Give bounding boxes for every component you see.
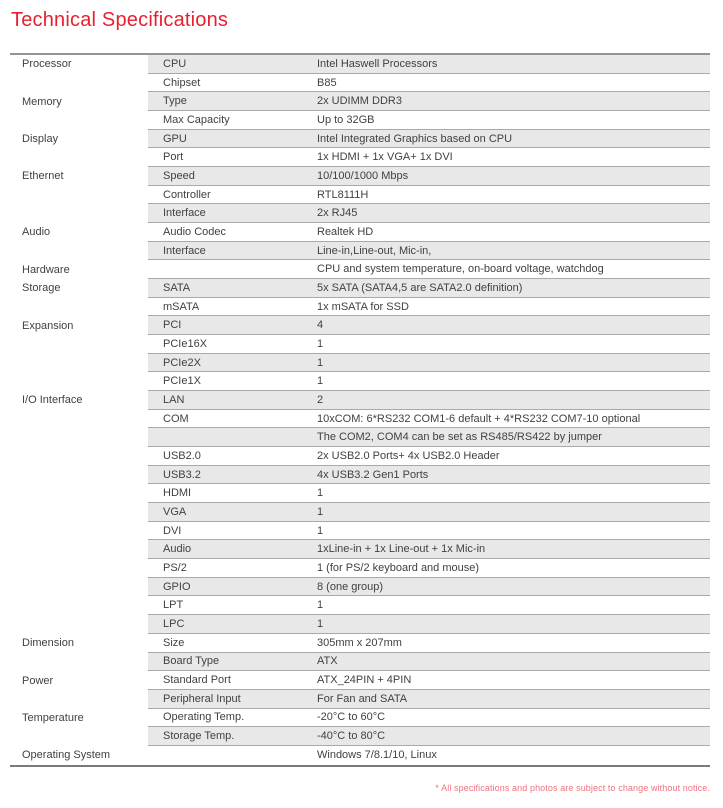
- table-row: [10, 428, 710, 447]
- row-content: [148, 354, 710, 373]
- table-row: [10, 653, 710, 672]
- table-row: [10, 503, 710, 522]
- row-content: [148, 410, 710, 429]
- category-cell: [10, 615, 148, 634]
- category-cell: Dimension: [10, 634, 148, 653]
- row-content: [148, 596, 710, 615]
- spec-value-cell: 1: [317, 487, 324, 500]
- spec-label-cell: Audio: [163, 543, 192, 556]
- category-cell: [10, 410, 148, 429]
- table-row: [10, 559, 710, 578]
- spec-value-cell: 2x USB2.0 Ports+ 4x USB2.0 Header: [317, 449, 500, 462]
- spec-label-cell: PCIe2X: [163, 356, 201, 369]
- spec-label-cell: Interface: [163, 244, 206, 257]
- category-cell: [10, 727, 148, 746]
- spec-value-cell: 4x USB3.2 Gen1 Ports: [317, 468, 429, 481]
- table-row: [10, 316, 710, 335]
- spec-value-cell: 1: [317, 337, 324, 350]
- row-content: [148, 223, 710, 242]
- row-content: [148, 111, 710, 130]
- row-content: [148, 130, 710, 149]
- table-row: [10, 186, 710, 205]
- category-cell: [10, 690, 148, 709]
- spec-value-cell: B85: [317, 76, 337, 89]
- category-cell: Audio: [10, 223, 148, 242]
- row-content: [148, 653, 710, 672]
- table-row: [10, 74, 710, 93]
- spec-label-cell: Audio Codec: [163, 225, 226, 238]
- spec-value-cell: Windows 7/8.1/10, Linux: [317, 749, 437, 762]
- row-content: [148, 709, 710, 728]
- table-row: [10, 130, 710, 149]
- row-content: [148, 447, 710, 466]
- category-cell: [10, 503, 148, 522]
- spec-label-cell: Max Capacity: [163, 113, 230, 126]
- spec-value-cell: Up to 32GB: [317, 113, 375, 126]
- row-content: [148, 167, 710, 186]
- category-cell: [10, 447, 148, 466]
- spec-value-cell: 1: [317, 356, 324, 369]
- category-cell: [10, 428, 148, 447]
- spec-label-cell: VGA: [163, 505, 187, 518]
- table-row: [10, 578, 710, 597]
- spec-label-cell: Interface: [163, 207, 206, 220]
- row-content: [148, 615, 710, 634]
- category-cell: [10, 578, 148, 597]
- table-row: [10, 447, 710, 466]
- table-row: [10, 391, 710, 410]
- row-content: [148, 540, 710, 559]
- table-row: [10, 727, 710, 746]
- table-row: [10, 354, 710, 373]
- spec-value-cell: 5x SATA (SATA4,5 are SATA2.0 definition): [317, 281, 523, 294]
- row-content: [148, 186, 710, 205]
- spec-value-cell: Line-in,Line-out, Mic-in,: [317, 244, 432, 257]
- spec-value-cell: 10/100/1000 Mbps: [317, 169, 409, 182]
- spec-value-cell: ATX_24PIN + 4PIN: [317, 674, 412, 686]
- table-row: [10, 223, 710, 242]
- spec-label-cell: Port: [163, 151, 184, 164]
- spec-value-cell: 2x UDIMM DDR3: [317, 95, 402, 108]
- table-row: [10, 279, 710, 298]
- category-cell: Power: [10, 671, 148, 690]
- table-row: [10, 410, 710, 429]
- spec-value-cell: 1: [317, 599, 324, 612]
- row-content: [148, 746, 710, 765]
- table-row: [10, 111, 710, 130]
- row-content: [148, 335, 710, 354]
- row-content: [148, 671, 710, 690]
- spec-label-cell: Standard Port: [163, 674, 231, 686]
- spec-value-cell: 1: [317, 505, 324, 518]
- table-row: [10, 709, 710, 728]
- category-cell: Hardware: [10, 260, 148, 279]
- spec-value-cell: The COM2, COM4 can be set as RS485/RS422 by jumper: [317, 431, 602, 444]
- category-cell: [10, 653, 148, 672]
- category-cell: [10, 540, 148, 559]
- spec-label-cell: SATA: [163, 281, 191, 294]
- row-content: [148, 279, 710, 298]
- row-content: [148, 391, 710, 410]
- row-content: [148, 242, 710, 261]
- spec-label-cell: PS/2: [163, 561, 187, 574]
- row-content: [148, 578, 710, 597]
- category-cell: [10, 298, 148, 317]
- spec-label-cell: LAN: [163, 393, 185, 406]
- category-cell: Temperature: [10, 709, 148, 728]
- spec-value-cell: 10xCOM: 6*RS232 COM1-6 default + 4*RS232 COM7-10 optional: [317, 412, 641, 425]
- category-cell: [10, 466, 148, 485]
- spec-label-cell: mSATA: [163, 300, 200, 313]
- table-row: [10, 55, 710, 74]
- row-content: [148, 74, 710, 93]
- category-cell: [10, 74, 148, 93]
- spec-label-cell: LPT: [163, 599, 184, 612]
- row-content: [148, 316, 710, 335]
- spec-value-cell: 1xLine-in + 1x Line-out + 1x Mic-in: [317, 543, 486, 556]
- table-row: [10, 335, 710, 354]
- spec-value-cell: 2: [317, 393, 324, 406]
- spec-label-cell: PCIe16X: [163, 337, 208, 350]
- spec-label-cell: GPIO: [163, 580, 191, 593]
- spec-label-cell: USB2.0: [163, 449, 201, 462]
- spec-value-cell: 305mm x 207mm: [317, 636, 402, 649]
- page-title: Technical Specifications: [11, 9, 229, 31]
- table-row: [10, 372, 710, 391]
- category-cell: Ethernet: [10, 167, 148, 186]
- spec-label-cell: Peripheral Input: [163, 692, 241, 705]
- category-cell: [10, 522, 148, 541]
- spec-label-cell: Speed: [163, 169, 195, 182]
- spec-label-cell: Operating Temp.: [163, 711, 245, 724]
- spec-label-cell: Controller: [163, 188, 211, 201]
- spec-label-cell: PCI: [163, 319, 182, 332]
- table-row: [10, 746, 710, 765]
- row-content: [148, 372, 710, 391]
- table-row: [10, 167, 710, 186]
- spec-label-cell: GPU: [163, 132, 187, 145]
- table-row: [10, 204, 710, 223]
- row-content: [148, 559, 710, 578]
- spec-label-cell: LPC: [163, 617, 185, 630]
- spec-value-cell: 1x mSATA for SSD: [317, 300, 409, 313]
- row-content: [148, 690, 710, 709]
- category-cell: [10, 372, 148, 391]
- row-content: [148, 484, 710, 503]
- table-row: [10, 522, 710, 541]
- category-cell: [10, 186, 148, 205]
- category-cell: [10, 204, 148, 223]
- spec-value-cell: Intel Integrated Graphics based on CPU: [317, 132, 513, 145]
- spec-label-cell: Chipset: [163, 76, 201, 89]
- spec-value-cell: CPU and system temperature, on-board voltage, watchdog: [317, 263, 604, 276]
- spec-value-cell: -40°C to 80°C: [317, 730, 386, 743]
- row-content: [148, 55, 710, 74]
- category-cell: [10, 111, 148, 130]
- category-cell: [10, 335, 148, 354]
- footnote: * All specifications and photos are subject to change without notice.: [435, 782, 710, 793]
- category-cell: [10, 242, 148, 261]
- table-row: [10, 615, 710, 634]
- category-cell: Operating System: [10, 746, 148, 765]
- spec-label-cell: Size: [163, 636, 185, 649]
- category-cell: [10, 559, 148, 578]
- spec-value-cell: Intel Haswell Processors: [317, 57, 438, 70]
- spec-value-cell: Realtek HD: [317, 225, 374, 238]
- category-cell: Display: [10, 130, 148, 149]
- spec-value-cell: 1: [317, 375, 324, 388]
- spec-label-cell: Board Type: [163, 655, 220, 668]
- table-row: [10, 260, 710, 279]
- spec-value-cell: 1: [317, 617, 324, 630]
- spec-value-cell: -20°C to 60°C: [317, 711, 386, 724]
- category-cell: Memory: [10, 92, 148, 111]
- row-content: [148, 727, 710, 746]
- row-content: [148, 522, 710, 541]
- spec-value-cell: 8 (one group): [317, 580, 384, 593]
- spec-label-cell: PCIe1X: [163, 375, 201, 388]
- category-cell: Expansion: [10, 316, 148, 335]
- row-content: [148, 204, 710, 223]
- spec-value-cell: RTL8111H: [317, 188, 369, 201]
- spec-label-cell: HDMI: [163, 487, 192, 500]
- spec-label-cell: Storage Temp.: [163, 730, 235, 743]
- spec-table: [10, 53, 710, 767]
- spec-value-cell: ATX: [317, 655, 338, 668]
- table-row: [10, 540, 710, 559]
- row-content: [148, 634, 710, 653]
- row-content: [148, 428, 710, 447]
- spec-label-cell: USB3.2: [163, 468, 201, 481]
- spec-label-cell: CPU: [163, 57, 187, 70]
- row-content: [148, 148, 710, 167]
- table-row: [10, 671, 710, 690]
- spec-value-cell: 1: [317, 524, 324, 537]
- spec-label-cell: COM: [163, 412, 189, 425]
- spec-value-cell: 2x RJ45: [317, 207, 358, 220]
- table-row: [10, 242, 710, 261]
- table-row: [10, 298, 710, 317]
- row-content: [148, 92, 710, 111]
- category-cell: [10, 148, 148, 167]
- row-content: [148, 466, 710, 485]
- row-content: [148, 503, 710, 522]
- spec-value-cell: 1 (for PS/2 keyboard and mouse): [317, 561, 480, 574]
- spec-label-cell: DVI: [163, 524, 182, 537]
- table-row: [10, 596, 710, 615]
- spec-value-cell: 1x HDMI + 1x VGA+ 1x DVI: [317, 151, 453, 164]
- row-content: [148, 260, 710, 279]
- spec-value-cell: 4: [317, 319, 324, 332]
- category-cell: Storage: [10, 279, 148, 298]
- spec-label-cell: Type: [163, 95, 187, 108]
- category-cell: [10, 354, 148, 373]
- spec-value-cell: For Fan and SATA: [317, 692, 408, 705]
- row-content: [148, 298, 710, 317]
- table-row: [10, 484, 710, 503]
- table-row: [10, 92, 710, 111]
- category-cell: [10, 484, 148, 503]
- table-row: [10, 148, 710, 167]
- category-cell: I/O Interface: [10, 391, 148, 410]
- table-row: [10, 690, 710, 709]
- category-cell: [10, 596, 148, 615]
- table-row: [10, 634, 710, 653]
- table-row: [10, 466, 710, 485]
- category-cell: Processor: [10, 55, 148, 74]
